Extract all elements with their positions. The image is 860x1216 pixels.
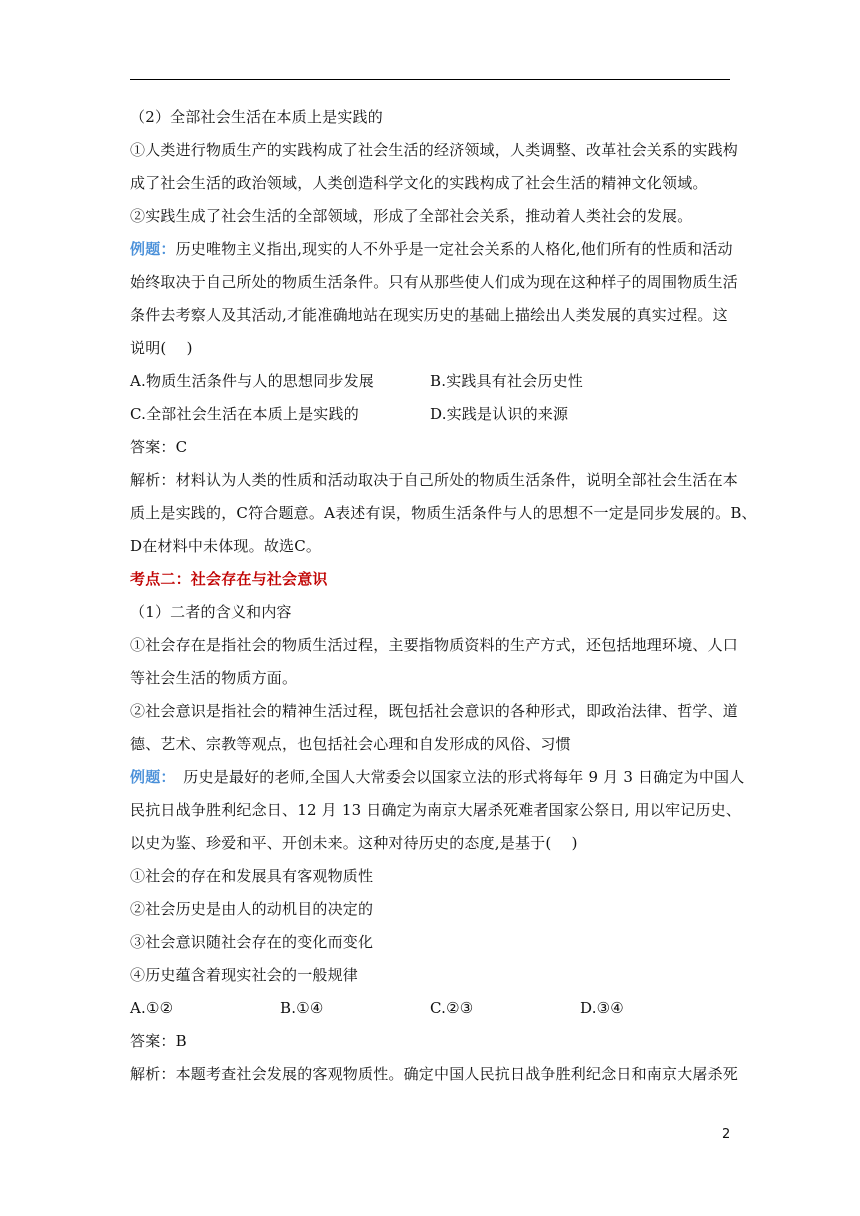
example-question-line: 以史为鉴、珍爱和平、开创未来。这种对待历史的态度,是基于( ) xyxy=(130,834,578,852)
paragraph-line: 成了社会生活的政治领域，人类创造科学文化的实践构成了社会生活的精神文化领域。 xyxy=(130,174,708,192)
option-c: C.②③ xyxy=(430,999,474,1017)
option-c: C.全部社会生活在本质上是实践的 xyxy=(130,405,359,423)
section-title: （2）全部社会生活在本质上是实践的 xyxy=(130,108,383,126)
option-d: D.③④ xyxy=(580,999,624,1017)
example-question-line: 条件去考察人及其活动,才能准确地站在现实历史的基础上描绘出人类发展的真实过程。这 xyxy=(130,306,728,324)
paragraph-line: 等社会生活的物质方面。 xyxy=(130,669,298,687)
option-a: A.物质生活条件与人的思想同步发展 xyxy=(130,372,375,390)
paragraph-line: ②社会意识是指社会的精神生活过程，既包括社会意识的各种形式，即政治法律、哲学、道 xyxy=(130,702,739,720)
paragraph-line: ①社会存在是指社会的物质生活过程，主要指物质资料的生产方式，还包括地理环境、人口 xyxy=(130,636,739,654)
option-b: B.①④ xyxy=(280,999,324,1017)
options-row xyxy=(130,992,730,1025)
statement: ③社会意识随社会存在的变化而变化 xyxy=(130,933,374,951)
example-question-line xyxy=(130,233,733,266)
example-question-line: 说明( ) xyxy=(130,339,193,357)
subsection-title: （1）二者的含义和内容 xyxy=(130,603,292,621)
point-heading: 考点二：社会存在与社会意识 xyxy=(130,570,328,588)
statement: ②社会历史是由人的动机目的决定的 xyxy=(130,900,374,918)
options-row xyxy=(130,365,730,398)
analysis-line: 解析：本题考查社会发展的客观物质性。确定中国人民抗日战争胜利纪念日和南京大屠杀死 xyxy=(130,1065,739,1083)
example-label: 例题： xyxy=(130,240,176,258)
paragraph-line: 德、艺术、宗教等观点，也包括社会心理和自发形成的风俗、习惯 xyxy=(130,735,571,753)
example-question-line xyxy=(130,761,745,794)
paragraph-line: ②实践生成了社会生活的全部领域，形成了全部社会关系，推动着人类社会的发展。 xyxy=(130,207,693,225)
analysis-line: D在材料中未体现。故选C。 xyxy=(130,537,322,555)
question-text: 历史是最好的老师,全国人大常委会以国家立法的形式将每年 9 月 3 日确定为中国人 xyxy=(168,768,745,786)
option-a: A.①② xyxy=(130,999,174,1017)
page-number: 2 xyxy=(722,1127,731,1142)
header-rule xyxy=(130,79,730,80)
paragraph-line: ①人类进行物质生产的实践构成了社会生活的经济领域，人类调整、改革社会关系的实践构 xyxy=(130,141,739,159)
example-label: 例题： xyxy=(130,768,169,786)
question-text: 历史唯物主义指出,现实的人不外乎是一定社会关系的人格化,他们所有的性质和活动 xyxy=(175,240,733,258)
analysis-line: 解析：材料认为人类的性质和活动取决于自己所处的物质生活条件，说明全部社会生活在本 xyxy=(130,471,739,489)
answer: 答案：C xyxy=(130,438,188,456)
page-content xyxy=(130,101,757,1091)
option-d: D.实践是认识的来源 xyxy=(430,405,569,423)
analysis-line: 质上是实践的，C符合题意。A表述有误，物质生活条件与人的思想不一定是同步发展的。B、 xyxy=(130,504,757,522)
statement: ①社会的存在和发展具有客观物质性 xyxy=(130,867,374,885)
answer: 答案：B xyxy=(130,1032,187,1050)
options-row xyxy=(130,398,730,431)
option-b: B.实践具有社会历史性 xyxy=(430,372,583,390)
example-question-line: 始终取决于自己所处的物质生活条件。只有从那些使人们成为现在这种样子的周围物质生活 xyxy=(130,273,739,291)
statement: ④历史蕴含着现实社会的一般规律 xyxy=(130,966,359,984)
example-question-line: 民抗日战争胜利纪念日、12 月 13 日确定为南京大屠杀死难者国家公祭日, 用以牢记历史、 xyxy=(130,801,742,819)
